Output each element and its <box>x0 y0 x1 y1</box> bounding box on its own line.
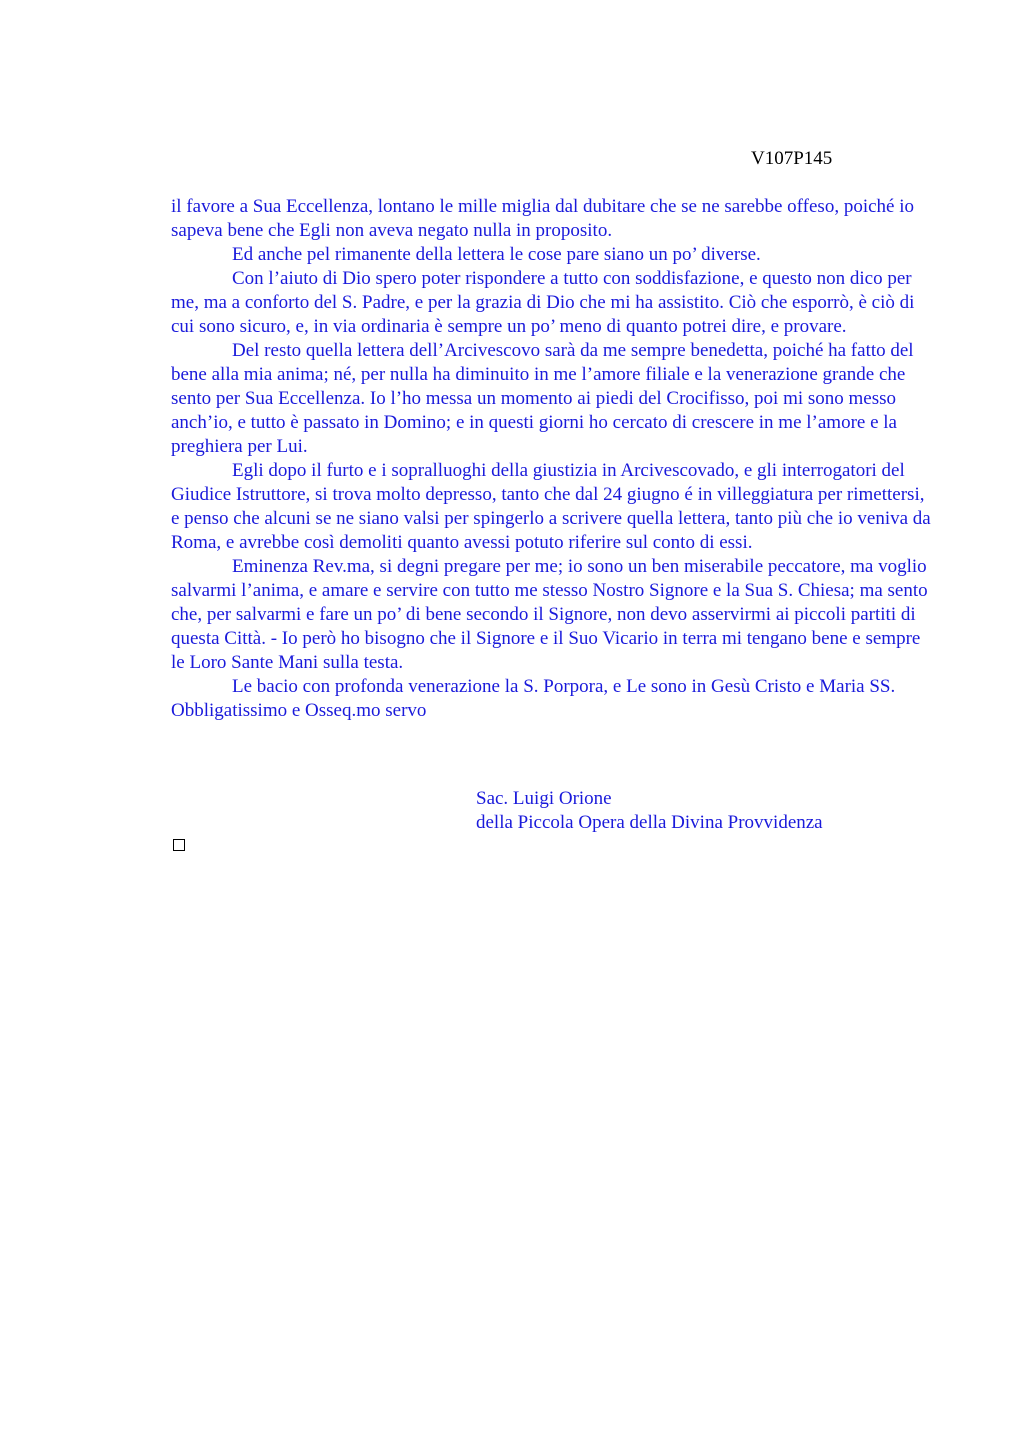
paragraph: Eminenza Rev.ma, si degni pregare per me; io sono un ben miserabile peccatore, ma voglio salvarmi l’anima, e amare e servire con tutto me stesso Nostro Signore e la Sua S. Chiesa; ma sento che, per salvarmi e fare un po’ di bene secondo il Signore, non devo asservirmi ai piccoli partiti di questa Città. - Io però ho bisogno che il Signore e il Suo Vicario in terra mi tengano bene e sempre le Loro Sante Mani sulla testa. <box>171 556 928 673</box>
page-reference: V107P145 <box>751 148 833 169</box>
paragraph: Del resto quella lettera dell’Arcivescovo sarà da me sempre benedetta, poiché ha fatto del bene alla mia anima; né, per nulla ha diminuito in me l’amore filiale e la venerazione grande che sento per Sua Eccellenza. Io l’ho messa un momento ai piedi del Crocifisso, poi mi sono messo anch’io, e tutto è passato in Domino; e in questi giorni ho cercato di crescere in me l’amore e la preghiera per Lui. <box>171 340 914 457</box>
signature-name: Sac. Luigi Orione <box>476 788 612 809</box>
square-outline-icon <box>173 839 185 851</box>
signature-block <box>476 787 823 835</box>
paragraph: Con l’aiuto di Dio spero poter rispondere a tutto con soddisfazione, e questo non dico per me, ma a conforto del S. Padre, e per la grazia di Dio che mi ha assistito. Ciò che esporrò, è ciò di cui sono sicuro, e, in via ordinaria è sempre un po’ meno di quanto potrei dire, e provare. <box>171 268 915 337</box>
paragraph-continuation: il favore a Sua Eccellenza, lontano le mille miglia dal dubitare che se ne sarebbe offeso, poiché io sapeva bene che Egli non aveva negato nulla in proposito. <box>171 196 914 241</box>
paragraph: Ed anche pel rimanente della lettera le cose pare siano un po’ diverse. <box>232 244 761 265</box>
letter-body <box>171 195 931 723</box>
signature-affiliation: della Piccola Opera della Divina Provvidenza <box>476 812 823 833</box>
paragraph: Egli dopo il furto e i sopralluoghi della giustizia in Arcivescovado, e gli interrogatori del Giudice Istruttore, si trova molto depresso, tanto che dal 24 giugno é in villeggiatura per rimettersi, e penso che alcuni se ne siano valsi per spingerlo a scrivere quella lettera, tanto più che io veniva da Roma, e avrebbe così demoliti quanto avessi potuto riferire sul conto di essi. <box>171 460 931 553</box>
paragraph-closing: Le bacio con profonda venerazione la S. Porpora, e Le sono in Gesù Cristo e Maria SS. Obbligatissimo e Osseq.mo servo <box>171 676 896 721</box>
